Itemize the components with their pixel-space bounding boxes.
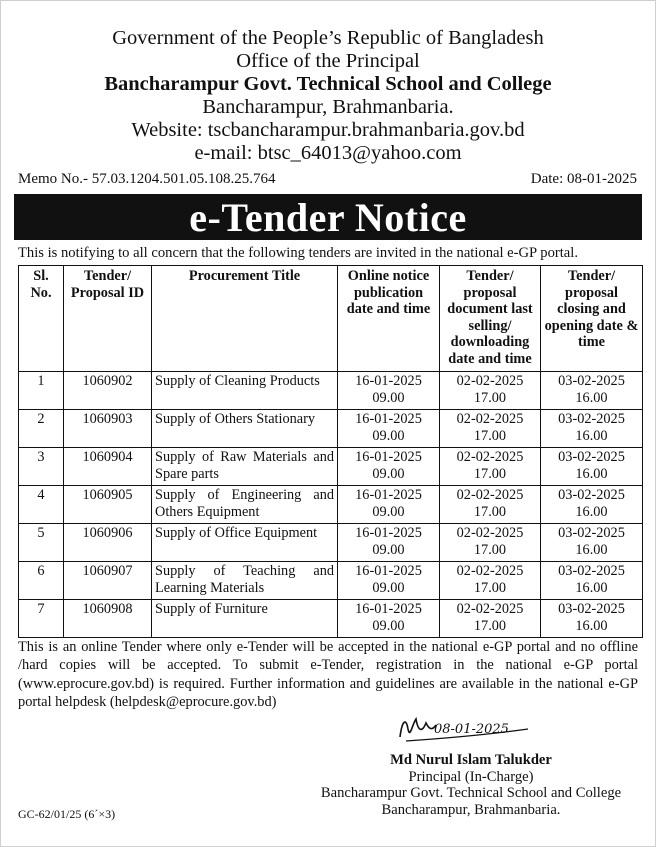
col-header-sl: Sl. No. (19, 266, 64, 372)
cell-title: Supply of Engineering and Others Equipment (152, 486, 338, 524)
table-row (19, 448, 643, 486)
cell-title: Supply of Teaching and Learning Materials (152, 562, 338, 600)
cell-publication: 16-01-2025 09.00 (338, 486, 440, 524)
cell-publication: 16-01-2025 09.00 (338, 600, 440, 638)
col-header-closing: Tender/ proposal closing and opening date & time (541, 266, 643, 372)
gc-code: GC-62/01/25 (6´×3) (18, 807, 116, 821)
col-header-id: Tender/ Proposal ID (64, 266, 152, 372)
intro-text: This is notifying to all concern that the following tenders are invited in the national e-GP portal. (18, 245, 578, 261)
notice-date: Date: 08-01-2025 (530, 171, 637, 187)
table-header-row (19, 266, 643, 372)
col-header-title: Procurement Title (152, 266, 338, 372)
cell-selling: 02-02-2025 17.00 (440, 486, 541, 524)
cell-sl: 3 (19, 448, 64, 486)
cell-id: 1060905 (64, 486, 152, 524)
page-title: e-Tender Notice (189, 194, 467, 240)
cell-selling: 02-02-2025 17.00 (440, 524, 541, 562)
cell-closing: 03-02-2025 16.00 (541, 600, 643, 638)
institution-address: Bancharampur, Brahmanbaria. (202, 96, 454, 118)
tender-table (18, 265, 643, 638)
table-row (19, 372, 643, 410)
cell-id: 1060907 (64, 562, 152, 600)
cell-publication: 16-01-2025 09.00 (338, 562, 440, 600)
table-row (19, 486, 643, 524)
signatory-block (301, 752, 641, 818)
cell-selling: 02-02-2025 17.00 (440, 372, 541, 410)
cell-closing: 03-02-2025 16.00 (541, 410, 643, 448)
cell-title: Supply of Cleaning Products (152, 372, 338, 410)
handwritten-signature (396, 711, 536, 745)
cell-id: 1060908 (64, 600, 152, 638)
cell-closing: 03-02-2025 16.00 (541, 372, 643, 410)
letterhead (1, 1, 655, 165)
col-header-selling: Tender/ proposal document last selling/ downloading date and time (440, 266, 541, 372)
cell-selling: 02-02-2025 17.00 (440, 448, 541, 486)
memo-row (18, 171, 637, 188)
signatory-address: Bancharampur, Brahmanbaria. (381, 801, 561, 818)
cell-title: Supply of Office Equipment (152, 524, 338, 562)
institution-name: Bancharampur Govt. Technical School and College (104, 73, 552, 95)
table-row (19, 562, 643, 600)
website-line: Website: tscbancharampur.brahmanbaria.gov.bd (131, 119, 525, 141)
memo-number: Memo No.- 57.03.1204.501.05.108.25.764 (18, 171, 276, 187)
cell-id: 1060904 (64, 448, 152, 486)
cell-selling: 02-02-2025 17.00 (440, 600, 541, 638)
outro-text: This is an online Tender where only e-Tender will be accepted in the national e-GP portal and no offline /hard copies will be accepted. To submit e-Tender, registration in the national e-GP portal (www.eprocure.gov.bd) is required. Further information and guidelines are available in the national e-GP portal helpdesk (helpdesk@eprocure.gov.bd) (18, 639, 638, 710)
col-header-publication: Online notice publication date and time (338, 266, 440, 372)
cell-title: Supply of Others Stationary (152, 410, 338, 448)
cell-publication: 16-01-2025 09.00 (338, 448, 440, 486)
cell-sl: 5 (19, 524, 64, 562)
cell-sl: 4 (19, 486, 64, 524)
cell-id: 1060903 (64, 410, 152, 448)
email-line: e-mail: btsc_64013@yahoo.com (194, 142, 462, 164)
cell-publication: 16-01-2025 09.00 (338, 410, 440, 448)
cell-sl: 1 (19, 372, 64, 410)
table-row (19, 410, 643, 448)
cell-publication: 16-01-2025 09.00 (338, 524, 440, 562)
cell-sl: 7 (19, 600, 64, 638)
cell-id: 1060906 (64, 524, 152, 562)
cell-closing: 03-02-2025 16.00 (541, 448, 643, 486)
title-banner (14, 194, 642, 240)
cell-closing: 03-02-2025 16.00 (541, 562, 643, 600)
cell-sl: 6 (19, 562, 64, 600)
government-line: Government of the People’s Republic of Bangladesh (112, 27, 544, 49)
table-row (19, 524, 643, 562)
signature-date: 08-01-2025 (434, 722, 509, 737)
cell-closing: 03-02-2025 16.00 (541, 486, 643, 524)
signatory-designation: Principal (In-Charge) (408, 768, 534, 785)
cell-sl: 2 (19, 410, 64, 448)
cell-closing: 03-02-2025 16.00 (541, 524, 643, 562)
cell-title: Supply of Furniture (152, 600, 338, 638)
signatory-institution: Bancharampur Govt. Technical School and College (320, 785, 622, 801)
signatory-name: Md Nurul Islam Talukder (390, 752, 552, 768)
office-line: Office of the Principal (236, 50, 420, 72)
table-row (19, 600, 643, 638)
cell-title: Supply of Raw Materials and Spare parts (152, 448, 338, 486)
cell-selling: 02-02-2025 17.00 (440, 562, 541, 600)
cell-selling: 02-02-2025 17.00 (440, 410, 541, 448)
cell-id: 1060902 (64, 372, 152, 410)
cell-publication: 16-01-2025 09.00 (338, 372, 440, 410)
